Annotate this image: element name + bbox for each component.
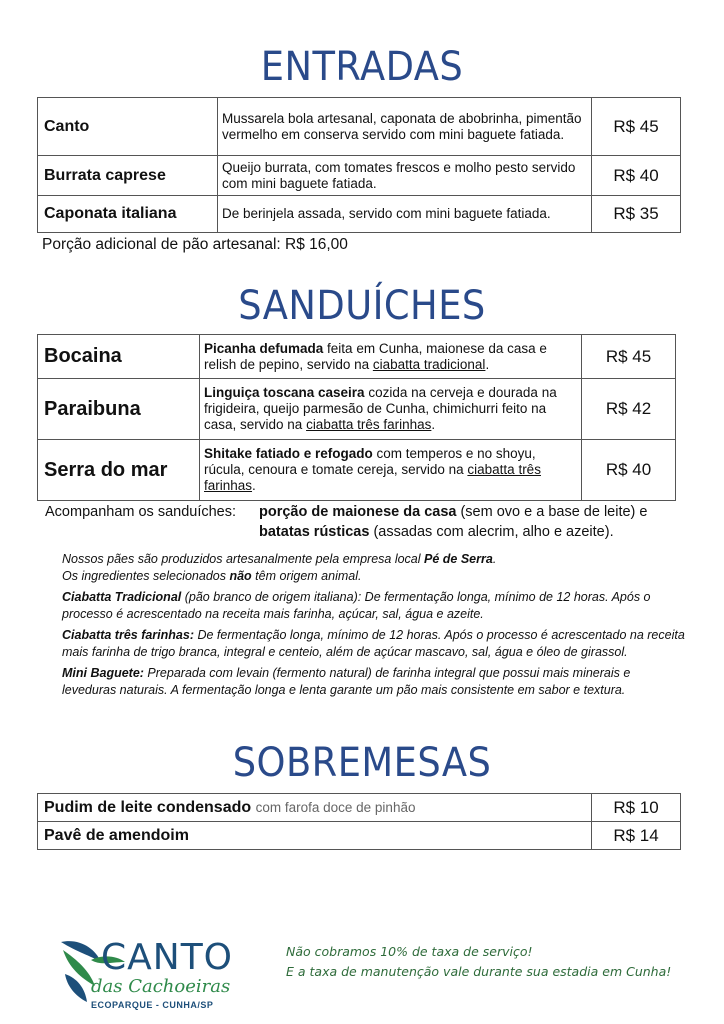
- desc-highlight: Linguiça toscana caseira: [204, 385, 365, 400]
- footer-line-2: E a taxa de manutenção vale durante sua estadia em Cunha!: [286, 964, 672, 979]
- sanduiches-title: SANDUÍCHES: [238, 283, 486, 329]
- item-name: Caponata italiana: [38, 196, 218, 233]
- item-description: De berinjela assada, servido com mini baguete fatiada.: [218, 196, 592, 233]
- item-name: Canto: [38, 98, 218, 156]
- footer-note: [286, 942, 671, 982]
- item-price: R$ 42: [582, 379, 676, 440]
- extra-bread-note: Porção adicional de pão artesanal: R$ 16,00: [42, 236, 348, 253]
- item-price: R$ 40: [592, 156, 681, 196]
- item-description: Linguiça toscana caseira cozida na cerveja e dourada na frigideira, queijo parmesão de Cunha, chimichurri feito na casa, servido na ciabatta três farinhas.: [200, 379, 582, 440]
- item-price: R$ 45: [592, 98, 681, 156]
- item-name: Paraibuna: [38, 379, 200, 440]
- table-row: [38, 335, 676, 379]
- sobremesas-table: [37, 793, 681, 850]
- item-name: Burrata caprese: [38, 156, 218, 196]
- sobremesas-title: SOBREMESAS: [232, 740, 492, 786]
- item-name: Pavê de amendoim: [38, 822, 592, 850]
- item-name: Bocaina: [38, 335, 200, 379]
- logo-text-sub: das Cachoeiras: [91, 976, 231, 997]
- sanduiches-table: [37, 334, 676, 501]
- item-description: Queijo burrata, com tomates frescos e molho pesto servido com mini baguete fatiada.: [218, 156, 592, 196]
- canto-das-cachoeiras-logo: [55, 938, 255, 1018]
- note-mini-baguete: Mini Baguete: Preparada com levain (fermento natural) de farinha integral que possui mais minerais e leveduras naturais. A fermentação longa e lenta garante um pão mais consistente em sabor e textura.: [62, 666, 631, 697]
- entradas-title: ENTRADAS: [260, 44, 464, 90]
- item-name: Serra do mar: [38, 440, 200, 501]
- bread-link: ciabatta tradicional: [372, 356, 486, 372]
- bread-link: ciabatta três farinhas: [204, 462, 541, 493]
- note-ciabatta-tradicional: Ciabatta Tradicional (pão branco de origem italiana): De fermentação longa, mínimo de 12 horas. Após o processo é acrescentado na receita mais farinha, açúcar, sal, água e azeite.: [62, 590, 651, 621]
- table-row: [38, 379, 676, 440]
- item-description: Picanha defumada feita em Cunha, maionese da casa e relish de pepino, servido na ciabatta tradicional.: [200, 335, 582, 379]
- logo-text-location: ECOPARQUE - CUNHA/SP: [91, 1000, 214, 1010]
- table-row: [38, 98, 681, 156]
- item-price: R$ 10: [592, 794, 681, 822]
- entradas-table: [37, 97, 681, 233]
- side-dishes-text: porção de maionese da casa (sem ovo e a base de leite) e batatas rústicas (assadas com alecrim, alho e azeite).: [259, 504, 648, 540]
- item-price: R$ 45: [582, 335, 676, 379]
- item-price: R$ 40: [582, 440, 676, 501]
- side-dishes-label: Acompanham os sanduíches:: [45, 504, 237, 520]
- item-description: Shitake fatiado e refogado com temperos e no shoyu, rúcula, cenoura e tomate cereja, servido na ciabatta três farinhas.: [200, 440, 582, 501]
- bread-notes: [62, 551, 687, 703]
- table-row: [38, 156, 681, 196]
- table-row: [38, 794, 681, 822]
- note-ciabatta-tres-farinhas: Ciabatta três farinhas: De fermentação longa, mínimo de 12 horas. Após o processo é acrescentado na receita mais farinha de trigo branca, integral e centeio, além de açúcar mascavo, sal, água e óleo de girassol.: [62, 628, 685, 659]
- item-name: Pudim de leite condensado com farofa doce de pinhão: [38, 794, 592, 822]
- table-row: [38, 440, 676, 501]
- bread-link: ciabatta três farinhas: [306, 417, 432, 432]
- desc-highlight: Shitake fatiado e refogado: [204, 446, 373, 461]
- item-description: com farofa doce de pinhão: [255, 799, 416, 815]
- item-price: R$ 35: [592, 196, 681, 233]
- table-row: [38, 822, 681, 850]
- logo-text-main: CANTO: [101, 937, 234, 978]
- desc-highlight: Picanha defumada: [204, 340, 324, 356]
- footer-line-1: Não cobramos 10% de taxa de serviço!: [286, 944, 533, 959]
- item-description: Mussarela bola artesanal, caponata de abobrinha, pimentão vermelho em conserva servido com mini baguete fatiada.: [218, 98, 592, 156]
- table-row: [38, 196, 681, 233]
- note-origin: Nossos pães são produzidos artesanalmente pela empresa local Pé de Serra. Os ingredientes selecionados não têm origem animal.: [62, 552, 497, 583]
- item-price: R$ 14: [592, 822, 681, 850]
